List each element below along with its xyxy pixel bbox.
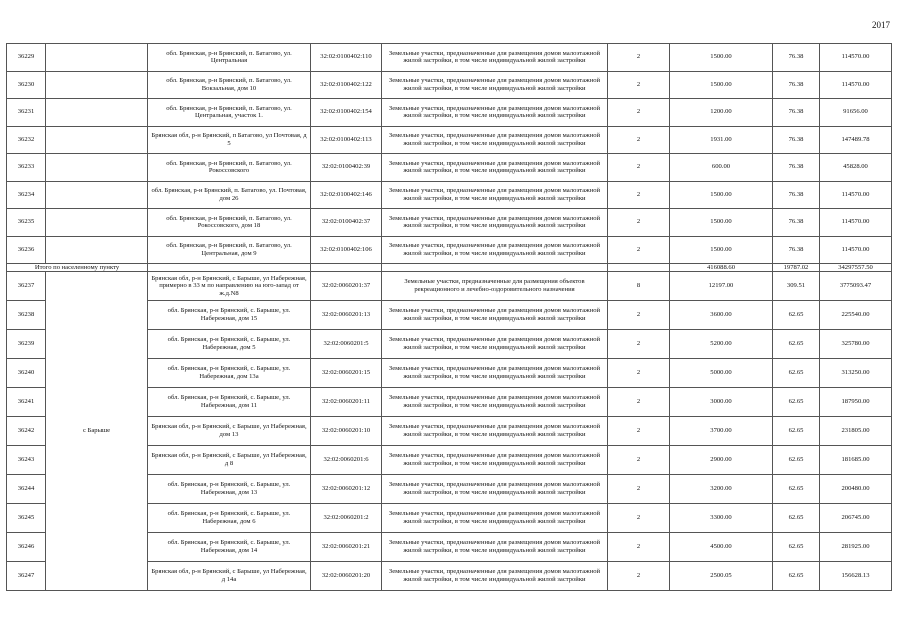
land-use-type: Земельные участки, предназначенные для размещения домов малоэтажной жилой застройки, в том числе индивидуальной жилой застройки [382,446,608,475]
area: 5000.00 [670,359,773,388]
specific-rate: 76.38 [773,44,820,72]
locality-cell [46,181,148,209]
record-number: 36234 [7,181,46,209]
table-row [7,44,892,72]
land-use-type: Земельные участки, предназначенные для размещения домов малоэтажной жилой застройки, в том числе индивидуальной жилой застройки [382,99,608,127]
area: 1931.00 [670,126,773,154]
address: обл. Брянская, р-н Брянский, п. Батагово, ул. Рокоссовского, дом 18 [148,209,311,237]
use-group: 2 [608,562,670,591]
use-group: 2 [608,99,670,127]
area: 1500.00 [670,181,773,209]
table-row [7,99,892,127]
cadastral-number: 32:02:0060201:12 [311,475,382,504]
table-row [7,272,892,301]
cadastral-value: 181685.00 [820,446,892,475]
area: 5200.00 [670,330,773,359]
cadastral-value: 114570.00 [820,181,892,209]
cadastral-number: 32:02:0100402:39 [311,154,382,182]
area: 1500.00 [670,209,773,237]
use-group: 8 [608,272,670,301]
address: Брянская обл, р-н Брянский, с Барыше, ул Набережная, д 8 [148,446,311,475]
use-group: 2 [608,301,670,330]
record-number: 36229 [7,44,46,72]
address: обл. Брянская, р-н Брянский, с. Барыше, ул. Набережная, дом 13а [148,359,311,388]
cadastral-number: 32:02:0100402:122 [311,71,382,99]
locality-cell [46,126,148,154]
land-use-type: Земельные участки, предназначенные для размещения домов малоэтажной жилой застройки, в том числе индивидуальной жилой застройки [382,330,608,359]
specific-rate: 62.65 [773,359,820,388]
use-group: 2 [608,209,670,237]
total-area: 416088.60 [670,264,773,272]
cadastral-value: 200480.00 [820,475,892,504]
area: 3000.00 [670,388,773,417]
specific-rate: 62.65 [773,330,820,359]
address: обл. Брянская, р-н Брянский, с. Барыше, ул. Набережная, дом 13 [148,475,311,504]
address: обл. Брянская, р-н Брянский, п. Батагово, ул. Центральная, дом 9 [148,236,311,264]
record-number: 36233 [7,154,46,182]
use-group: 2 [608,446,670,475]
record-number: 36238 [7,301,46,330]
cadastral-number: 32:02:0100402:146 [311,181,382,209]
land-use-type: Земельные участки, предназначенные для размещения домов малоэтажной жилой застройки, в том числе индивидуальной жилой застройки [382,533,608,562]
specific-rate: 76.38 [773,99,820,127]
specific-rate: 62.65 [773,417,820,446]
cadastral-value-table [6,43,892,591]
land-use-type: Земельные участки, предназначенные для размещения домов малоэтажной жилой застройки, в том числе индивидуальной жилой застройки [382,562,608,591]
specific-rate: 62.65 [773,562,820,591]
record-number: 36235 [7,209,46,237]
address: обл. Брянская, р-н Брянский, п. Батагово, ул. Центральная, участок 1. [148,99,311,127]
cadastral-number: 32:02:0060201:2 [311,504,382,533]
area: 3300.00 [670,504,773,533]
cadastral-value: 156628.13 [820,562,892,591]
cadastral-number: 32:02:0100402:37 [311,209,382,237]
cadastral-number: 32:02:0100402:113 [311,126,382,154]
area: 1500.00 [670,44,773,72]
total-empty-cell [148,264,311,272]
use-group: 2 [608,330,670,359]
land-use-type: Земельные участки, предназначенные для размещения домов малоэтажной жилой застройки, в том числе индивидуальной жилой застройки [382,504,608,533]
cadastral-number: 32:02:0060201:15 [311,359,382,388]
record-number: 36245 [7,504,46,533]
use-group: 2 [608,417,670,446]
total-label: Итого по населенному пункту [7,264,148,272]
land-use-type: Земельные участки, предназначенные для размещения домов малоэтажной жилой застройки, в том числе индивидуальной жилой застройки [382,475,608,504]
specific-rate: 62.65 [773,504,820,533]
specific-rate: 76.38 [773,209,820,237]
cadastral-value: 114570.00 [820,209,892,237]
total-empty-cell [608,264,670,272]
land-use-type: Земельные участки, предназначенные для размещения домов малоэтажной жилой застройки, в том числе индивидуальной жилой застройки [382,388,608,417]
cadastral-number: 32:02:0060201:10 [311,417,382,446]
area: 2500.05 [670,562,773,591]
use-group: 2 [608,388,670,417]
total-empty-cell [382,264,608,272]
cadastral-value: 114570.00 [820,236,892,264]
area: 12197.00 [670,272,773,301]
cadastral-number: 32:02:0100402:154 [311,99,382,127]
specific-rate: 76.38 [773,181,820,209]
cadastral-value: 313250.00 [820,359,892,388]
address: обл. Брянская, р-н Брянский, с. Барыше, ул. Набережная, дом 6 [148,504,311,533]
cadastral-number: 32:02:0060201:11 [311,388,382,417]
address: обл. Брянская, р-н Брянский, с. Барыше, ул. Набережная, дом 5 [148,330,311,359]
area: 4500.00 [670,533,773,562]
cadastral-number: 32:02:0060201:13 [311,301,382,330]
locality-cell [46,99,148,127]
locality-name: с Барыше [46,272,148,591]
area: 2900.00 [670,446,773,475]
cadastral-value: 225540.00 [820,301,892,330]
address: обл. Брянская, р-н Брянский, п. Батагово, ул. Вокзальная, дом 10 [148,71,311,99]
locality-cell [46,154,148,182]
address: обл. Брянская, р-н Брянский, с. Барыше, ул. Набережная, дом 14 [148,533,311,562]
area: 3600.00 [670,301,773,330]
specific-rate: 62.65 [773,388,820,417]
cadastral-number: 32:02:0060201:21 [311,533,382,562]
record-number: 36247 [7,562,46,591]
locality-cell [46,44,148,72]
table-row [7,71,892,99]
land-use-type: Земельные участки, предназначенные для размещения домов малоэтажной жилой застройки, в том числе индивидуальной жилой застройки [382,154,608,182]
area: 1500.00 [670,236,773,264]
record-number: 36236 [7,236,46,264]
record-number: 36242 [7,417,46,446]
locality-cell [46,236,148,264]
specific-rate: 62.65 [773,301,820,330]
locality-cell [46,71,148,99]
land-use-type: Земельные участки, предназначенные для размещения домов малоэтажной жилой застройки, в том числе индивидуальной жилой застройки [382,44,608,72]
specific-rate: 309.51 [773,272,820,301]
cadastral-number: 32:02:0100402:110 [311,44,382,72]
cadastral-value: 231805.00 [820,417,892,446]
table-row [7,126,892,154]
land-use-type: Земельные участки, предназначенные для размещения объектов рекреационного и лечебно-оздоровительного назначения [382,272,608,301]
table-row [7,236,892,264]
cadastral-number: 32:02:0060201:37 [311,272,382,301]
land-use-type: Земельные участки, предназначенные для размещения домов малоэтажной жилой застройки, в том числе индивидуальной жилой застройки [382,359,608,388]
total-rate: 19787.02 [773,264,820,272]
record-number: 36241 [7,388,46,417]
record-number: 36239 [7,330,46,359]
table-row [7,154,892,182]
cadastral-value: 187950.00 [820,388,892,417]
address: обл. Брянская, р-н Брянский, п. Батагово, ул. Центральная [148,44,311,72]
use-group: 2 [608,126,670,154]
land-use-type: Земельные участки, предназначенные для размещения домов малоэтажной жилой застройки, в том числе индивидуальной жилой застройки [382,301,608,330]
use-group: 2 [608,181,670,209]
specific-rate: 76.38 [773,154,820,182]
cadastral-value: 114570.00 [820,71,892,99]
specific-rate: 76.38 [773,236,820,264]
cadastral-value: 3775093.47 [820,272,892,301]
area: 3200.00 [670,475,773,504]
area: 600.00 [670,154,773,182]
record-number: 36244 [7,475,46,504]
cadastral-value: 281925.00 [820,533,892,562]
land-use-type: Земельные участки, предназначенные для размещения домов малоэтажной жилой застройки, в том числе индивидуальной жилой застройки [382,181,608,209]
total-empty-cell [311,264,382,272]
address: Брянская обл, р-н Брянский, с Барыше, ул Набережная, примерно в 33 м по направлению на юго-запад от ж.д.N8 [148,272,311,301]
land-use-type: Земельные участки, предназначенные для размещения домов малоэтажной жилой застройки, в том числе индивидуальной жилой застройки [382,71,608,99]
page-number: 2017 [872,20,890,30]
locality-total-row [7,264,892,272]
use-group: 2 [608,44,670,72]
cadastral-value: 147489.78 [820,126,892,154]
locality-cell [46,209,148,237]
address: обл. Брянская, р-н Брянский, п. Батагово, ул. Рокоссовского [148,154,311,182]
specific-rate: 76.38 [773,71,820,99]
record-number: 36231 [7,99,46,127]
record-number: 36230 [7,71,46,99]
land-use-type: Земельные участки, предназначенные для размещения домов малоэтажной жилой застройки, в том числе индивидуальной жилой застройки [382,126,608,154]
address: Брянская обл, р-н Брянский, с Барыше, ул Набережная, дом 13 [148,417,311,446]
specific-rate: 76.38 [773,126,820,154]
specific-rate: 62.65 [773,533,820,562]
cadastral-value: 91656.00 [820,99,892,127]
table-row [7,209,892,237]
use-group: 2 [608,236,670,264]
table-row [7,181,892,209]
use-group: 2 [608,475,670,504]
use-group: 2 [608,504,670,533]
specific-rate: 62.65 [773,446,820,475]
cadastral-value: 45828.00 [820,154,892,182]
record-number: 36232 [7,126,46,154]
area: 1200.00 [670,99,773,127]
address: обл. Брянская, р-н Брянский, п. Батагово, ул. Почтовая, дом 26 [148,181,311,209]
area: 1500.00 [670,71,773,99]
record-number: 36237 [7,272,46,301]
cadastral-number: 32:02:0060201:20 [311,562,382,591]
land-use-type: Земельные участки, предназначенные для размещения домов малоэтажной жилой застройки, в том числе индивидуальной жилой застройки [382,236,608,264]
land-use-type: Земельные участки, предназначенные для размещения домов малоэтажной жилой застройки, в том числе индивидуальной жилой застройки [382,209,608,237]
record-number: 36246 [7,533,46,562]
address: Брянская обл, р-н Брянский, с Барыше, ул Набережная, д 14а [148,562,311,591]
use-group: 2 [608,71,670,99]
cadastral-value: 114570.00 [820,44,892,72]
record-number: 36240 [7,359,46,388]
use-group: 2 [608,533,670,562]
cadastral-value: 325780.00 [820,330,892,359]
total-value: 34297557.50 [820,264,892,272]
cadastral-number: 32:02:0100402:106 [311,236,382,264]
record-number: 36243 [7,446,46,475]
use-group: 2 [608,359,670,388]
cadastral-value: 206745.00 [820,504,892,533]
specific-rate: 62.65 [773,475,820,504]
address: обл. Брянская, р-н Брянский, с. Барыше, ул. Набережная, дом 15 [148,301,311,330]
land-use-type: Земельные участки, предназначенные для размещения домов малоэтажной жилой застройки, в том числе индивидуальной жилой застройки [382,417,608,446]
address: обл. Брянская, р-н Брянский, с. Барыше, ул. Набережная, дом 11 [148,388,311,417]
address: Брянская обл, р-н Брянский, п Батагово, ул Почтовая, д 5 [148,126,311,154]
area: 3700.00 [670,417,773,446]
cadastral-number: 32:02:0060201:6 [311,446,382,475]
cadastral-number: 32:02:0060201:5 [311,330,382,359]
use-group: 2 [608,154,670,182]
